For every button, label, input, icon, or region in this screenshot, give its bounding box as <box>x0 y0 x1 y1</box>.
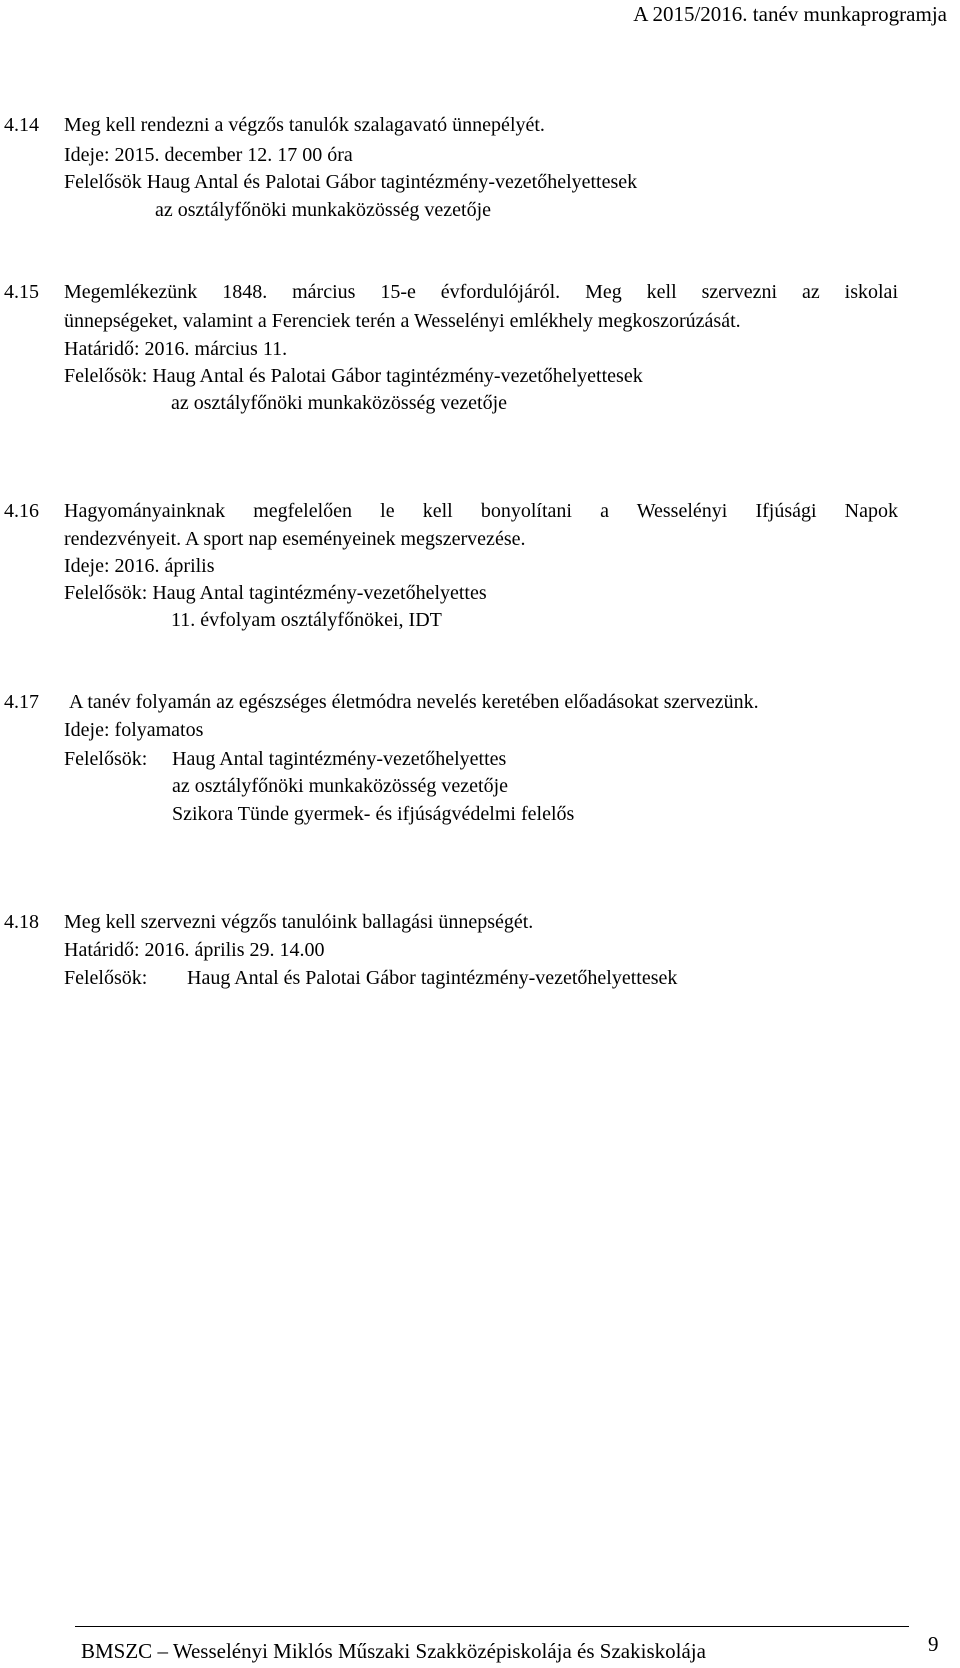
section-text-line: Haug Antal tagintézmény-vezetőhelyettes <box>172 748 507 770</box>
section-text-line: Felelősök: <box>64 967 148 989</box>
footer-school-name: BMSZC – Wesselényi Miklós Műszaki Szakközépiskolája és Szakiskolája <box>81 1639 706 1663</box>
section-text-line: az osztályfőnöki munkaközösség vezetője <box>155 199 491 221</box>
section-text-line: Felelősök: Haug Antal tagintézmény-vezetőhelyettes <box>64 582 487 604</box>
section-text-line: az osztályfőnöki munkaközösség vezetője <box>171 392 507 414</box>
section-text-line: Hagyományainknak megfelelően le kell bonyolítani a Wesselényi Ifjúsági Napok <box>64 500 898 522</box>
section-text-line: rendezvényeit. A sport nap eseményeinek megszervezése. <box>64 528 526 550</box>
section-number: 4.16 <box>4 500 39 522</box>
section-text-line: Határidő: 2016. április 29. 14.00 <box>64 939 325 961</box>
section-text-line: A tanév folyamán az egészséges életmódra nevelés keretében előadásokat szervezünk. <box>69 691 759 713</box>
footer-divider <box>75 1626 909 1627</box>
section-text-line: Meg kell rendezni a végzős tanulók szalagavató ünnepélyét. <box>64 114 545 136</box>
section-text-line: Határidő: 2016. március 11. <box>64 338 288 360</box>
section-text-line: Szikora Tünde gyermek- és ifjúságvédelmi felelős <box>172 803 575 825</box>
section-number: 4.14 <box>4 114 39 136</box>
section-text-line: Ideje: 2016. április <box>64 555 215 577</box>
section-text-line: Ideje: 2015. december 12. 17 00 óra <box>64 144 353 166</box>
section-text-line: Haug Antal és Palotai Gábor tagintézmény-vezetőhelyettesek <box>187 967 678 989</box>
section-text-line: ünnepségeket, valamint a Ferenciek terén a Wesselényi emlékhely megkoszorúzását. <box>64 310 741 332</box>
section-number: 4.15 <box>4 281 39 303</box>
section-text-line: Ideje: folyamatos <box>64 719 204 741</box>
section-text-line: 11. évfolyam osztályfőnökei, IDT <box>171 609 442 631</box>
page-number: 9 <box>928 1632 939 1656</box>
section-text-line: Felelősök: <box>64 748 148 770</box>
section-text-line: az osztályfőnöki munkaközösség vezetője <box>172 775 508 797</box>
section-number: 4.17 <box>4 691 39 713</box>
page-header: A 2015/2016. tanév munkaprogramja <box>633 2 947 26</box>
section-number: 4.18 <box>4 911 39 933</box>
section-text-line: Meg kell szervezni végzős tanulóink ballagási ünnepségét. <box>64 911 534 933</box>
section-text-line: Felelősök Haug Antal és Palotai Gábor tagintézmény-vezetőhelyettesek <box>64 171 638 193</box>
section-text-line: Felelősök: Haug Antal és Palotai Gábor tagintézmény-vezetőhelyettesek <box>64 365 643 387</box>
section-text-line: Megemlékezünk 1848. március 15-e évfordulójáról. Meg kell szervezni az iskolai <box>64 281 898 303</box>
